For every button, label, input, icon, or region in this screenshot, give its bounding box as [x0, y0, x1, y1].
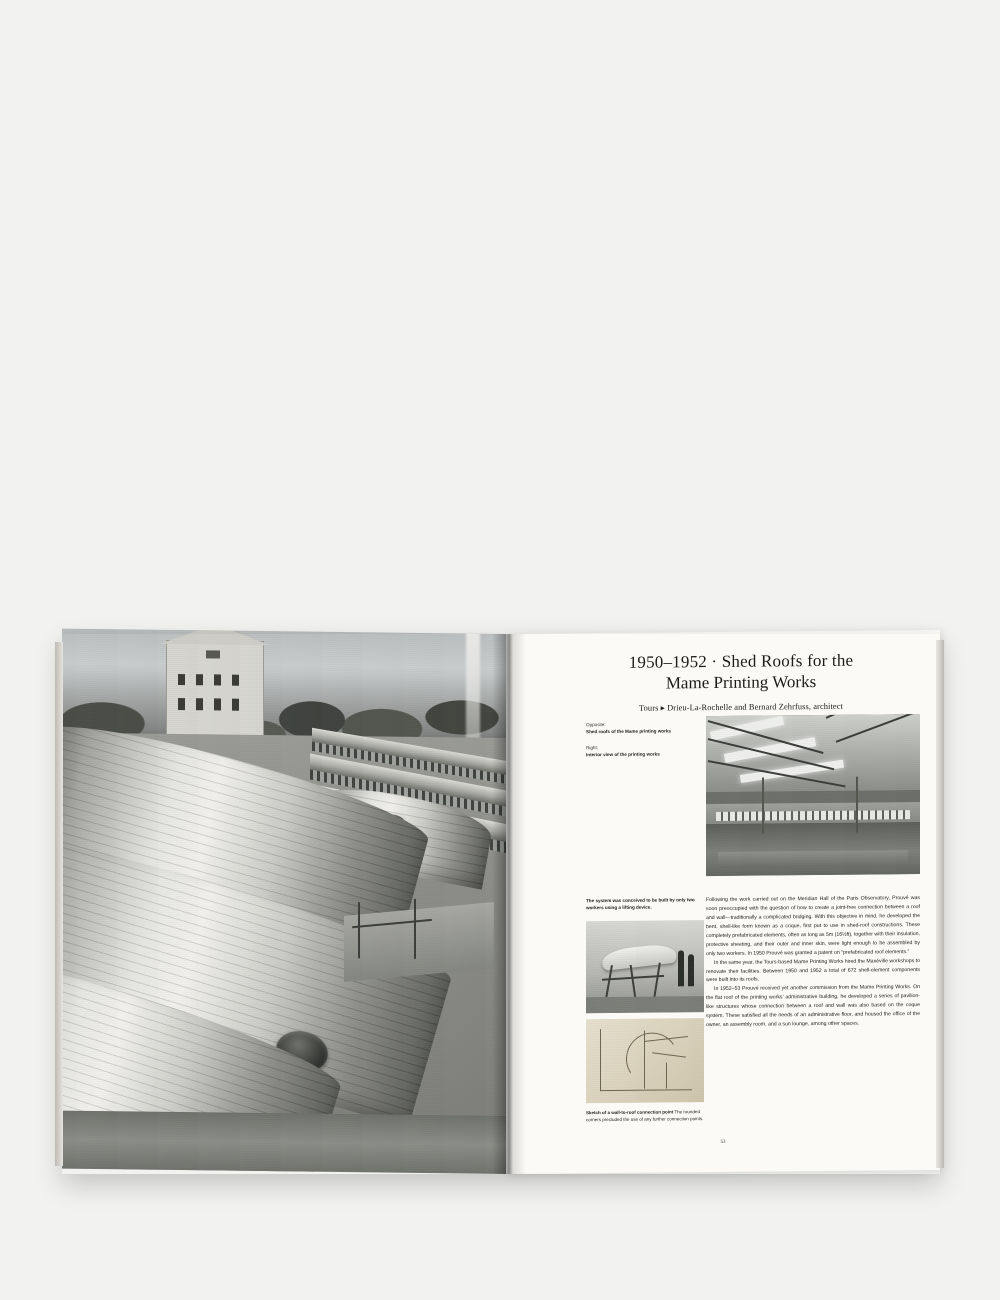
photo-gable-building: [166, 640, 264, 745]
figure-lifting-device-model: [586, 920, 704, 1013]
model-worker: [678, 950, 684, 986]
photo-smoke-plume: [466, 629, 480, 746]
interior-floor: [706, 822, 920, 876]
model-worker: [688, 954, 694, 986]
caption-model: The system was conceived to be built by only two workers using a lifting device.: [586, 897, 695, 911]
photo-window: [196, 698, 203, 710]
photo-window: [214, 698, 221, 710]
photo-scaffold-post: [358, 902, 360, 958]
title-line-1: 1950–1952 · Shed Roofs for the: [628, 650, 854, 672]
open-book: [62, 634, 940, 1174]
photo-gable-vent: [206, 650, 220, 658]
figure-interior-view: [706, 714, 920, 876]
page-edge-right: [936, 640, 944, 1168]
caption-right-text: Interior view of the printing works: [586, 751, 660, 758]
photo-window: [232, 699, 239, 711]
interior-window-strip: [716, 810, 910, 821]
model-leg: [630, 965, 637, 999]
photo-window: [232, 675, 239, 686]
title-line-2: Mame Printing Works: [665, 672, 817, 693]
caption-sketch: [586, 1108, 704, 1124]
left-page-photograph: [62, 629, 506, 1174]
photo-roof-field: [62, 733, 506, 1168]
body-text-column: [706, 894, 920, 1030]
body-paragraph-3: In 1952–53 Prouvé received yet another commission from the Mame Printing Works. On the flat roof of the printing works’ administrative building, he developed a series of pavilion-like structures whose connection between a roof and wall was also based on the coque system. These satisfied all the needs of an administrative floor, and housed the office of the owner, an assembly room, and a sun lounge, among other spaces.: [706, 984, 920, 1029]
model-leg: [653, 963, 661, 999]
photo-window: [178, 698, 185, 710]
left-page: [62, 629, 506, 1174]
page-edge-left: [55, 642, 63, 1166]
photo-window: [196, 674, 203, 685]
body-paragraph-2: In the same year, the Tours-based Mame Printing Works hired the Maxéville workshops to renovate their facilities. Between 1950 and 1952 a total of 672 shell-element components were built into its roofs.: [706, 957, 920, 984]
page-number: 53: [720, 1139, 726, 1145]
interior-column: [856, 777, 858, 833]
page-subtitle: Tours ▸ Drieu-La-Rochelle and Bernard Zehrfuss, architect: [639, 701, 843, 713]
photo-window: [178, 674, 185, 685]
photo-construction-deck: [344, 902, 494, 982]
model-ground: [586, 996, 704, 1013]
figure-connection-sketch: [586, 1018, 704, 1103]
sketch-line: [666, 1062, 667, 1088]
caption-opposite-label: Opposite:: [586, 722, 606, 728]
caption-opposite-text: Shed roofs of the Mame printing works: [586, 728, 671, 735]
photo-scaffold-post: [414, 899, 416, 959]
photo-window: [214, 674, 221, 685]
photo-ground: [62, 1111, 506, 1174]
right-page: [506, 630, 940, 1174]
caption-sketch-title: Sketch of a wall-to-roof connection point: [586, 1109, 674, 1116]
sketch-line: [600, 1089, 692, 1091]
sketch-line: [600, 1029, 601, 1091]
caption-right-label: Right:: [586, 745, 599, 751]
page-title: [566, 650, 916, 713]
body-paragraph-1: Following the work carried out on the Meridian Hall of the Paris Observatory, Prouvé was soon preoccupied with the question of how to create a joint-free connection between a roof and wall—traditionally a complicated bridging. With this objective in mind, he developed the bent, shell-like form known as a coque, first put to use in shed-roof constructions. These completely prefabricated elements, often as long as 5m (16½ft), together with their insulation, protective sheeting, and their outer and inner skin, were light enough to be assembled by only two workers. In 1950 Prouvé was granted a patent on “prefabricated roof elements.”: [706, 895, 920, 957]
interior-machinery: [718, 850, 908, 868]
figure-captions-top: [586, 720, 706, 759]
interior-column: [762, 778, 764, 834]
caption-sketch-text: The rounded corners precluded the use of any further connection points.: [586, 1109, 704, 1123]
